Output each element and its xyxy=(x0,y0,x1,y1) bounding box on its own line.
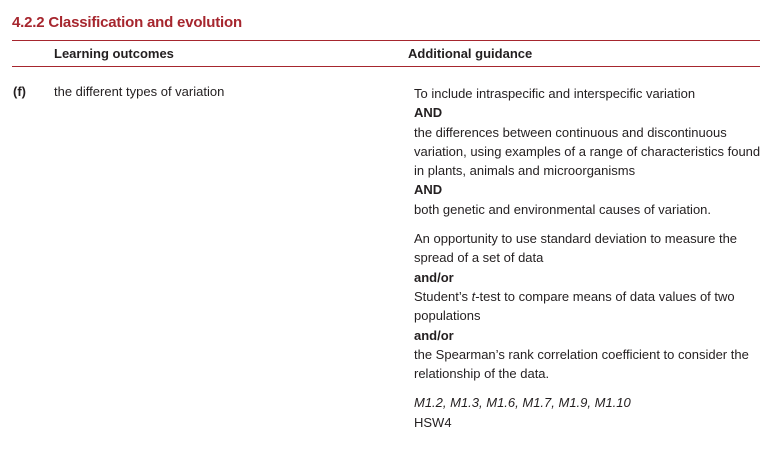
guidance-paragraph-variation xyxy=(414,84,764,219)
guidance-text: To include intraspecific and interspecific variation xyxy=(414,86,696,101)
guidance-text-part: Student’s xyxy=(414,288,472,304)
guidance-connector: AND xyxy=(414,105,443,121)
section-title: 4.2.2 Classification and evolution xyxy=(12,14,242,31)
guidance-text: the differences between continuous and discontinuous variation, using examples of a range of characteristics found in plants, animals and microorganisms xyxy=(414,124,761,179)
guidance-connector: and/or xyxy=(414,269,454,285)
guidance-text-t-test xyxy=(414,287,764,326)
column-header-additional-guidance: Additional guidance xyxy=(408,46,533,61)
outcome-id: (f) xyxy=(13,84,26,99)
guidance-text-part: -test to compare means of data values of two populations xyxy=(414,288,735,324)
guidance-references xyxy=(414,393,764,432)
hsw-reference: HSW4 xyxy=(414,414,452,430)
guidance-text: both genetic and environmental causes of variation. xyxy=(414,201,712,217)
guidance-connector: AND xyxy=(414,182,443,198)
guidance-text: the Spearman’s rank correlation coefficient to consider the relationship of the data. xyxy=(414,346,749,382)
outcome-text: the different types of variation xyxy=(54,84,225,99)
header-divider xyxy=(12,66,760,67)
maths-skill-references: M1.2, M1.3, M1.6, M1.7, M1.9, M1.10 xyxy=(414,395,631,411)
guidance-paragraph-statistics xyxy=(414,229,764,383)
title-divider xyxy=(12,40,760,41)
table-header xyxy=(0,43,779,65)
guidance-connector: and/or xyxy=(414,327,454,343)
additional-guidance xyxy=(414,84,764,432)
guidance-text: An opportunity to use standard deviation to measure the spread of a set of data xyxy=(414,231,738,266)
guidance-text-italic: t xyxy=(471,288,476,304)
column-header-learning-outcomes: Learning outcomes xyxy=(54,46,174,61)
